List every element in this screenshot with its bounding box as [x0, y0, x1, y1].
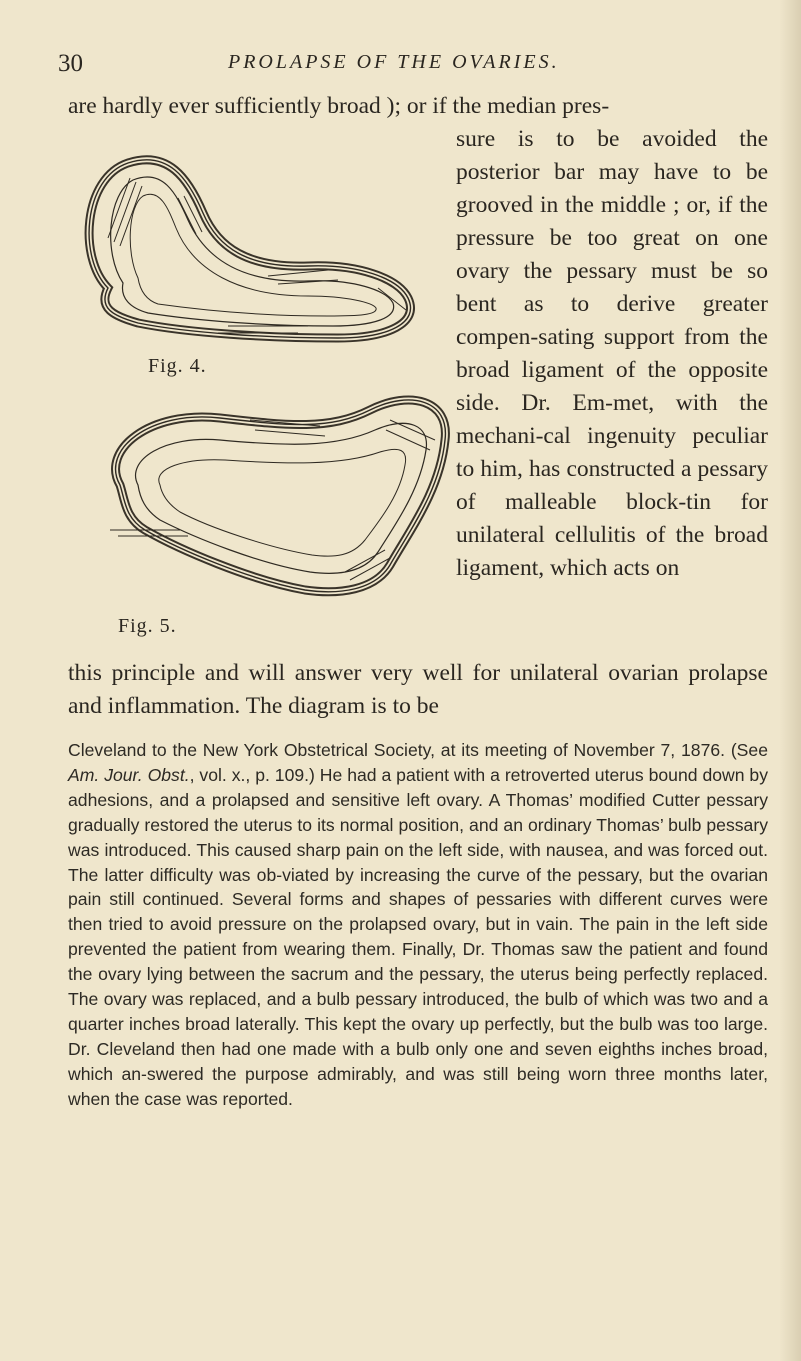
footnote-text-part-1: Cleveland to the New York Obstetrical Society, at its meeting of November 7, 1876. (See	[68, 740, 768, 760]
figure-4-label: Fig. 4.	[148, 355, 207, 377]
figure-4-pessary-drawing	[68, 138, 458, 358]
footnote-text-part-2: , vol. x., p. 109.) He had a patient with a retroverted uterus bound down by adhesions, and a prolapsed and sensitive left ovary. A Thomas’ modified Cutter pessary gradually restored the uterus to its normal position, and an ordinary Thomas’ bulb pessary was introduced. This caused sharp pain on the left side, with nausea, and was forced out. The latter difficulty was ob-viated by increasing the curve of the pessary, but the ovarian pain still continued. Several forms and shapes of pessaries with different curves were then tried to avoid pressure on the prolapsed ovary, but in vain. The pain in the left side prevented the patient from wearing them. Finally, Dr. Thomas saw the patient and found the ovary lying between the sacrum and the pessary, the uterus being perfectly replaced. The ovary was replaced, and a bulb pessary introduced, the bulb of which was two and a quarter inches broad laterally. This kept the ovary up perfectly, but the bulb was too large. Dr. Cleveland then had one made with a bulb only one and seven eighths inches broad, which an-swered the purpose admirably, and was still being worn three months later, when the case was reported.	[68, 764, 769, 1109]
page-edge-shadow	[779, 0, 801, 1361]
footnote-paragraph	[68, 738, 768, 1112]
footnote-journal-citation: Am. Jour. Obst.	[68, 764, 190, 785]
body-text-full-width: this principle and will answer very well for unilateral ovarian prolapse and inflammation. The diagram is to be	[68, 660, 768, 719]
page-number: 30	[58, 50, 83, 77]
running-title: PROLAPSE OF THE OVARIES.	[228, 51, 560, 73]
body-text-right-column: sure is to be avoided the posterior bar may have to be grooved in the middle ; or, if the pressure be too great on one ovary the pessary must be so bent as to derive greater compen-sating support from the broad ligament of the opposite side. Dr. Em-met, with the mechani-cal ingenuity peculiar to him, has constructed a pessary of malleable block-tin for unilateral cellulitis of the broad ligament, which acts on	[456, 126, 768, 581]
page-header	[58, 50, 758, 80]
figure-5-label: Fig. 5.	[118, 615, 177, 637]
figure-5-pessary-drawing	[90, 380, 460, 610]
intro-line: are hardly ever sufficiently broad ); or if the median pres-	[68, 93, 610, 119]
